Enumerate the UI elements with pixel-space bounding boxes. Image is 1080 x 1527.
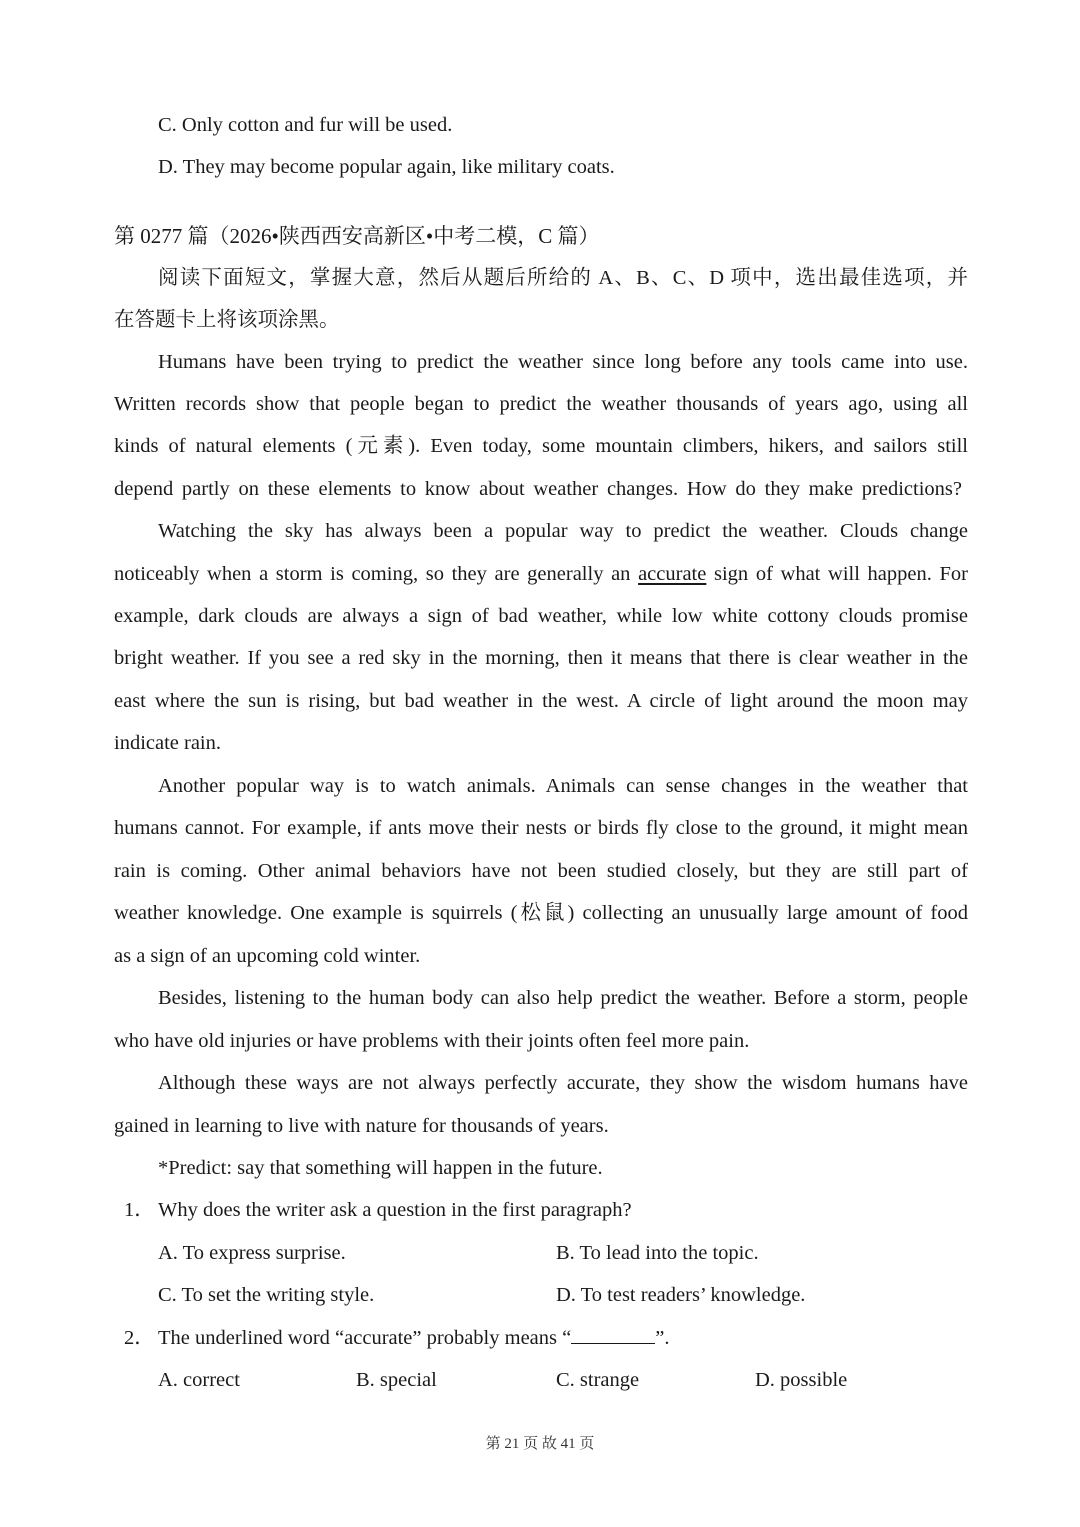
p3-line-1: Another popular way is to watch animals. Animals can sense changes in the weather that: [158, 775, 968, 797]
question-2-number: 2．: [124, 1327, 155, 1349]
p3-line-2: humans cannot. For example, if ants move their nests or birds fly close to the ground, it might mean: [114, 817, 968, 839]
p2-line-2-before: noticeably when a storm is coming, so they are generally an: [114, 563, 639, 585]
p4-line-2: who have old injuries or have problems with their joints often feel more pain.: [114, 1030, 750, 1052]
answer-blank: [571, 1325, 655, 1344]
question-1-stem: Why does the writer ask a question in the first paragraph?: [158, 1199, 632, 1221]
question-2-option-b: B. special: [356, 1369, 437, 1391]
p5-line-1: Although these ways are not always perfectly accurate, they show the wisdom humans have: [158, 1072, 968, 1094]
prev-option-c: C. Only cotton and fur will be used.: [158, 114, 453, 136]
question-1-option-a: A. To express surprise.: [158, 1242, 346, 1264]
page-footer: 第 21 页 故 41 页: [485, 1436, 595, 1452]
p1-line-1: Humans have been trying to predict the weather since long before any tools came into use.: [158, 351, 968, 373]
p1-line-4: depend partly on these elements to know about weather changes. How do they make predictions?: [114, 478, 962, 500]
question-2-stem-before: The underlined word “accurate” probably means “: [158, 1327, 572, 1349]
instruction-line-1: 阅读下面短文，掌握大意，然后从题后所给的 A、B、C、D 项中，选出最佳选项，并: [158, 267, 968, 289]
p2-line-2-after: sign of what will happen. For: [706, 563, 968, 585]
underlined-word-accurate: accurate: [638, 563, 707, 585]
p1-line-3: kinds of natural elements (元素). Even today, some mountain climbers, hikers, and sailors still: [114, 435, 968, 457]
question-1-option-d: D. To test readers’ knowledge.: [556, 1284, 806, 1306]
instruction-line-2: 在答题卡上将该项涂黑。: [114, 309, 340, 331]
p3-line-3: rain is coming. Other animal behaviors have not been studied closely, but they are still part of: [114, 860, 968, 882]
p3-line-4: weather knowledge. One example is squirrels (松鼠) collecting an unusually large amount of food: [114, 902, 968, 924]
question-2-option-a: A. correct: [158, 1369, 240, 1391]
p5-line-2: gained in learning to live with nature for thousands of years.: [114, 1115, 609, 1137]
question-1-option-b: B. To lead into the topic.: [556, 1242, 759, 1264]
p4-line-1: Besides, listening to the human body can also help predict the weather. Before a storm, people: [158, 987, 968, 1009]
p1-line-2: Written records show that people began to predict the weather thousands of years ago, using all: [114, 393, 968, 415]
vocab-note: *Predict: say that something will happen in the future.: [158, 1157, 603, 1179]
question-2-option-c: C. strange: [556, 1369, 640, 1391]
p2-line-4: bright weather. If you see a red sky in the morning, then it means that there is clear weather in the: [114, 647, 968, 669]
question-2-option-d: D. possible: [755, 1369, 848, 1391]
p2-line-5: east where the sun is rising, but bad weather in the west. A circle of light around the moon may: [114, 690, 968, 712]
question-1-number: 1．: [124, 1199, 155, 1221]
passage-heading: 第 0277 篇（2026•陕西西安高新区•中考二模，C 篇）: [114, 224, 600, 248]
p2-line-3: example, dark clouds are always a sign of bad weather, while low white cottony clouds promise: [114, 605, 968, 627]
p2-line-6: indicate rain.: [114, 732, 222, 754]
question-1-option-c: C. To set the writing style.: [158, 1284, 375, 1306]
question-2-stem-after: ”.: [655, 1327, 670, 1349]
p2-line-2: [114, 561, 968, 587]
question-2-stem: [158, 1325, 669, 1351]
p3-line-5: as a sign of an upcoming cold winter.: [114, 945, 421, 967]
p2-line-1: Watching the sky has always been a popular way to predict the weather. Clouds change: [158, 520, 968, 542]
prev-option-d: D. They may become popular again, like military coats.: [158, 156, 615, 178]
